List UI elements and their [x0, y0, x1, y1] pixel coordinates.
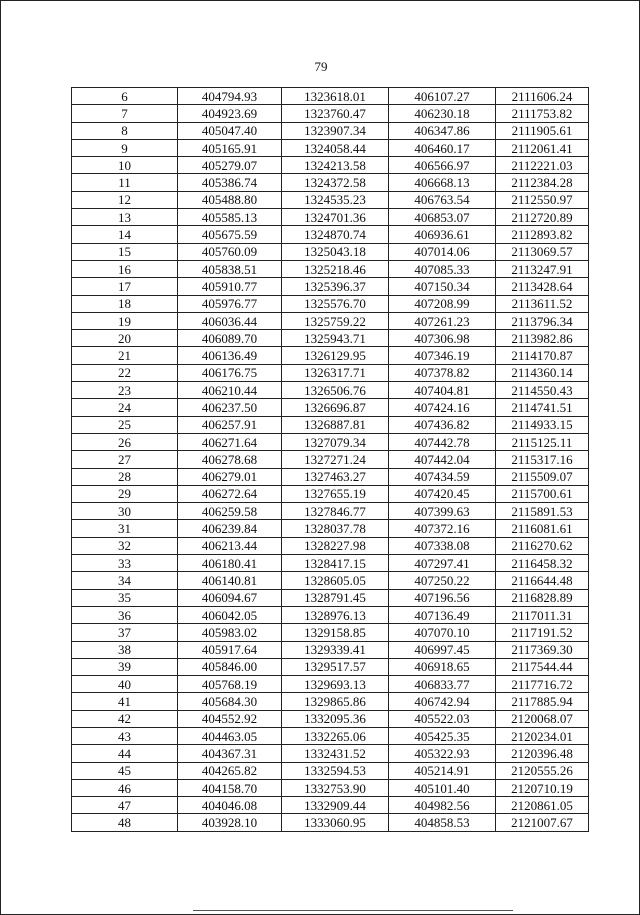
coordinate-cell: 403928.10: [178, 814, 282, 831]
coordinate-cell: 407434.59: [389, 468, 496, 485]
coordinate-cell: 1326887.81: [282, 416, 389, 433]
table-row: [72, 451, 589, 468]
row-number-cell: 39: [72, 658, 178, 675]
table-row: [72, 624, 589, 641]
coordinate-cell: 1324372.58: [282, 174, 389, 191]
coordinate-cell: 1327079.34: [282, 433, 389, 450]
coordinate-cell: 405522.03: [389, 710, 496, 727]
row-number-cell: 6: [72, 88, 178, 105]
coordinate-cell: 2117011.31: [496, 606, 589, 623]
coordinate-cell: 1324058.44: [282, 139, 389, 156]
coordinate-cell: 2120396.48: [496, 745, 589, 762]
coordinate-cell: 1329339.41: [282, 641, 389, 658]
table-row: [72, 295, 589, 312]
table-row: [72, 278, 589, 295]
coordinate-cell: 405910.77: [178, 278, 282, 295]
row-number-cell: 20: [72, 330, 178, 347]
coordinate-cell: 2111753.82: [496, 105, 589, 122]
coordinate-cell: 407404.81: [389, 382, 496, 399]
coordinate-cell: 1326317.71: [282, 364, 389, 381]
row-number-cell: 47: [72, 797, 178, 814]
row-number-cell: 40: [72, 676, 178, 693]
table-row: [72, 589, 589, 606]
coordinate-cell: 1332095.36: [282, 710, 389, 727]
coordinate-cell: 406742.94: [389, 693, 496, 710]
table-row: [72, 468, 589, 485]
row-number-cell: 48: [72, 814, 178, 831]
table-row: [72, 693, 589, 710]
coordinate-cell: 404552.92: [178, 710, 282, 727]
table-row: [72, 416, 589, 433]
coordinate-cell: 407196.56: [389, 589, 496, 606]
coordinate-cell: 1323760.47: [282, 105, 389, 122]
coordinate-cell: 2115891.53: [496, 503, 589, 520]
coordinate-cell: 404794.93: [178, 88, 282, 105]
coordinate-cell: 406763.54: [389, 191, 496, 208]
coordinate-cell: 404367.31: [178, 745, 282, 762]
coordinate-cell: 404265.82: [178, 762, 282, 779]
coordinate-cell: 405488.80: [178, 191, 282, 208]
coordinate-cell: 2115317.16: [496, 451, 589, 468]
coordinate-cell: 2113247.91: [496, 260, 589, 277]
table-row: [72, 555, 589, 572]
table-row: [72, 658, 589, 675]
coordinate-cell: 1325759.22: [282, 312, 389, 329]
row-number-cell: 13: [72, 209, 178, 226]
coordinate-cell: 2112893.82: [496, 226, 589, 243]
table-row: [72, 814, 589, 831]
row-number-cell: 36: [72, 606, 178, 623]
coordinate-cell: 406237.50: [178, 399, 282, 416]
coordinate-cell: 407399.63: [389, 503, 496, 520]
row-number-cell: 10: [72, 157, 178, 174]
coordinate-cell: 2117885.94: [496, 693, 589, 710]
row-number-cell: 7: [72, 105, 178, 122]
coordinate-cell: 407070.10: [389, 624, 496, 641]
coordinate-cell: 2113428.64: [496, 278, 589, 295]
table-row: [72, 676, 589, 693]
table-row: [72, 641, 589, 658]
table-row: [72, 762, 589, 779]
coordinate-cell: 407442.04: [389, 451, 496, 468]
coordinate-cell: 406213.44: [178, 537, 282, 554]
coordinate-cell: 1328227.98: [282, 537, 389, 554]
coordinate-cell: 2121007.67: [496, 814, 589, 831]
coordinate-cell: 407346.19: [389, 347, 496, 364]
row-number-cell: 25: [72, 416, 178, 433]
row-number-cell: 11: [72, 174, 178, 191]
table-row: [72, 503, 589, 520]
row-number-cell: 35: [72, 589, 178, 606]
coordinate-cell: 404463.05: [178, 727, 282, 744]
coordinate-cell: 2115125.11: [496, 433, 589, 450]
coordinate-cell: 2120555.26: [496, 762, 589, 779]
coordinate-cell: 406833.77: [389, 676, 496, 693]
row-number-cell: 42: [72, 710, 178, 727]
coordinate-cell: 407442.78: [389, 433, 496, 450]
coordinate-cell: 1324213.58: [282, 157, 389, 174]
coordinate-cell: 2120710.19: [496, 779, 589, 796]
coordinate-cell: 404158.70: [178, 779, 282, 796]
coordinate-cell: 2116458.32: [496, 555, 589, 572]
coordinate-cell: 406936.61: [389, 226, 496, 243]
coordinate-cell: 1323618.01: [282, 88, 389, 105]
table-row: [72, 572, 589, 589]
coordinate-cell: 405425.35: [389, 727, 496, 744]
row-number-cell: 24: [72, 399, 178, 416]
coordinate-cell: 1332594.53: [282, 762, 389, 779]
coordinate-cell: 2114741.51: [496, 399, 589, 416]
coordinate-cell: 406094.67: [178, 589, 282, 606]
coordinate-cell: 1329865.86: [282, 693, 389, 710]
coordinate-cell: 2117369.30: [496, 641, 589, 658]
coordinate-cell: 2120861.05: [496, 797, 589, 814]
coordinate-cell: 1329517.57: [282, 658, 389, 675]
table-row: [72, 779, 589, 796]
table-row: [72, 606, 589, 623]
table-row: [72, 139, 589, 156]
coordinate-cell: 406210.44: [178, 382, 282, 399]
coordinate-cell: 2117716.72: [496, 676, 589, 693]
coordinate-cell: 407297.41: [389, 555, 496, 572]
table-row: [72, 330, 589, 347]
coordinate-cell: 406918.65: [389, 658, 496, 675]
coordinate-cell: 1325576.70: [282, 295, 389, 312]
table-row: [72, 347, 589, 364]
coordinate-cell: 406278.68: [178, 451, 282, 468]
table-row: [72, 745, 589, 762]
coordinate-cell: 1324535.23: [282, 191, 389, 208]
coordinate-cell: 1332431.52: [282, 745, 389, 762]
coordinate-cell: 2116644.48: [496, 572, 589, 589]
row-number-cell: 16: [72, 260, 178, 277]
coordinate-cell: 407136.49: [389, 606, 496, 623]
coordinate-cell: 2112720.89: [496, 209, 589, 226]
coordinate-cell: 2114933.15: [496, 416, 589, 433]
table-row: [72, 209, 589, 226]
coordinate-cell: 2117191.52: [496, 624, 589, 641]
coordinate-cell: 1329158.85: [282, 624, 389, 641]
coordinate-cell: 405976.77: [178, 295, 282, 312]
coordinate-cell: 2116081.61: [496, 520, 589, 537]
coordinate-cell: 407306.98: [389, 330, 496, 347]
coordinate-cell: 2114360.14: [496, 364, 589, 381]
coordinate-cell: 405386.74: [178, 174, 282, 191]
coordinate-cell: 407378.82: [389, 364, 496, 381]
row-number-cell: 32: [72, 537, 178, 554]
coordinate-cell: 406347.86: [389, 122, 496, 139]
coordinate-cell: 406176.75: [178, 364, 282, 381]
table-row: [72, 433, 589, 450]
coordinate-cell: 404923.69: [178, 105, 282, 122]
coordinate-cell: 406272.64: [178, 485, 282, 502]
table-row: [72, 485, 589, 502]
coordinates-table: [71, 87, 589, 832]
coordinate-cell: 2114550.43: [496, 382, 589, 399]
row-number-cell: 34: [72, 572, 178, 589]
coordinate-cell: 406042.05: [178, 606, 282, 623]
coordinate-cell: 406566.97: [389, 157, 496, 174]
page-number: 79: [314, 59, 328, 74]
coordinate-cell: 405047.40: [178, 122, 282, 139]
coordinate-cell: 1333060.95: [282, 814, 389, 831]
row-number-cell: 28: [72, 468, 178, 485]
coordinate-cell: 405585.13: [178, 209, 282, 226]
coordinate-cell: 2120234.01: [496, 727, 589, 744]
row-number-cell: 33: [72, 555, 178, 572]
coordinate-cell: 406036.44: [178, 312, 282, 329]
coordinate-cell: 405917.64: [178, 641, 282, 658]
coordinate-cell: 406997.45: [389, 641, 496, 658]
row-number-cell: 23: [72, 382, 178, 399]
table-row: [72, 105, 589, 122]
coordinate-cell: 406180.41: [178, 555, 282, 572]
coordinate-cell: 406271.64: [178, 433, 282, 450]
coordinate-cell: 1332753.90: [282, 779, 389, 796]
coordinate-cell: 1327846.77: [282, 503, 389, 520]
row-number-cell: 17: [72, 278, 178, 295]
coordinate-cell: 406853.07: [389, 209, 496, 226]
coordinate-cell: 407014.06: [389, 243, 496, 260]
table-row: [72, 382, 589, 399]
coordinate-cell: 405760.09: [178, 243, 282, 260]
coordinate-cell: 405101.40: [389, 779, 496, 796]
row-number-cell: 44: [72, 745, 178, 762]
row-number-cell: 9: [72, 139, 178, 156]
table-row: [72, 174, 589, 191]
row-number-cell: 41: [72, 693, 178, 710]
table-row: [72, 191, 589, 208]
coordinate-cell: 407208.99: [389, 295, 496, 312]
coordinate-cell: 2111606.24: [496, 88, 589, 105]
coordinate-cell: 407372.16: [389, 520, 496, 537]
coordinate-cell: 2113796.34: [496, 312, 589, 329]
coordinate-cell: 1325943.71: [282, 330, 389, 347]
coordinate-cell: 405279.07: [178, 157, 282, 174]
coordinate-cell: 407338.08: [389, 537, 496, 554]
coordinate-cell: 405322.93: [389, 745, 496, 762]
coordinate-cell: 405838.51: [178, 260, 282, 277]
table-row: [72, 122, 589, 139]
row-number-cell: 19: [72, 312, 178, 329]
row-number-cell: 30: [72, 503, 178, 520]
coordinate-cell: 1325043.18: [282, 243, 389, 260]
coordinate-cell: 405846.00: [178, 658, 282, 675]
coordinate-cell: 1328605.05: [282, 572, 389, 589]
coordinate-cell: 406279.01: [178, 468, 282, 485]
coordinate-cell: 1324870.74: [282, 226, 389, 243]
coordinate-cell: 2113611.52: [496, 295, 589, 312]
coordinate-cell: 406136.49: [178, 347, 282, 364]
table-row: [72, 157, 589, 174]
coordinate-cell: 404046.08: [178, 797, 282, 814]
coordinate-cell: 406257.91: [178, 416, 282, 433]
coordinate-cell: 1328791.45: [282, 589, 389, 606]
row-number-cell: 21: [72, 347, 178, 364]
table-row: [72, 520, 589, 537]
coordinate-cell: 406668.13: [389, 174, 496, 191]
coordinate-cell: 1326506.76: [282, 382, 389, 399]
coordinate-cell: 2112221.03: [496, 157, 589, 174]
coordinate-cell: 406107.27: [389, 88, 496, 105]
table-row: [72, 243, 589, 260]
coordinate-cell: 406239.84: [178, 520, 282, 537]
coordinate-cell: 1329693.13: [282, 676, 389, 693]
coordinate-cell: 2112550.97: [496, 191, 589, 208]
coordinate-cell: 2116828.89: [496, 589, 589, 606]
row-number-cell: 27: [72, 451, 178, 468]
coordinate-cell: 406259.58: [178, 503, 282, 520]
coordinate-cell: 1326696.87: [282, 399, 389, 416]
table-row: [72, 364, 589, 381]
row-number-cell: 8: [72, 122, 178, 139]
coordinate-cell: 407150.34: [389, 278, 496, 295]
coordinate-cell: 405684.30: [178, 693, 282, 710]
coordinate-cell: 1332909.44: [282, 797, 389, 814]
coordinate-cell: 2115509.07: [496, 468, 589, 485]
table-row: [72, 226, 589, 243]
row-number-cell: 31: [72, 520, 178, 537]
row-number-cell: 26: [72, 433, 178, 450]
coordinate-cell: 2113069.57: [496, 243, 589, 260]
coordinate-cell: 407250.22: [389, 572, 496, 589]
coordinate-cell: 406230.18: [389, 105, 496, 122]
table-row: [72, 260, 589, 277]
coordinate-cell: 2113982.86: [496, 330, 589, 347]
table-row: [72, 710, 589, 727]
coordinate-cell: 2116270.62: [496, 537, 589, 554]
table-row: [72, 399, 589, 416]
coordinate-cell: 1324701.36: [282, 209, 389, 226]
coordinate-cell: 1327271.24: [282, 451, 389, 468]
coordinate-cell: 2120068.07: [496, 710, 589, 727]
row-number-cell: 37: [72, 624, 178, 641]
coordinate-cell: 407436.82: [389, 416, 496, 433]
coordinate-cell: 2117544.44: [496, 658, 589, 675]
coordinate-cell: 1328417.15: [282, 555, 389, 572]
coordinate-cell: 2112061.41: [496, 139, 589, 156]
table-row: [72, 88, 589, 105]
row-number-cell: 22: [72, 364, 178, 381]
coordinate-cell: 406460.17: [389, 139, 496, 156]
row-number-cell: 12: [72, 191, 178, 208]
row-number-cell: 43: [72, 727, 178, 744]
coordinate-cell: 405675.59: [178, 226, 282, 243]
coordinate-cell: 2112384.28: [496, 174, 589, 191]
table-row: [72, 537, 589, 554]
coordinate-cell: 407424.16: [389, 399, 496, 416]
coordinate-cell: 1323907.34: [282, 122, 389, 139]
coordinate-cell: 2115700.61: [496, 485, 589, 502]
coordinate-cell: 2111905.61: [496, 122, 589, 139]
coordinates-table-body: [72, 88, 589, 832]
coordinate-cell: 405214.91: [389, 762, 496, 779]
coordinate-cell: 1325218.46: [282, 260, 389, 277]
coordinate-cell: 1326129.95: [282, 347, 389, 364]
coordinate-cell: 407420.45: [389, 485, 496, 502]
row-number-cell: 46: [72, 779, 178, 796]
coordinate-cell: 1332265.06: [282, 727, 389, 744]
table-row: [72, 312, 589, 329]
row-number-cell: 14: [72, 226, 178, 243]
coordinate-cell: 405768.19: [178, 676, 282, 693]
coordinate-cell: 1328976.13: [282, 606, 389, 623]
coordinate-cell: 2114170.87: [496, 347, 589, 364]
coordinate-cell: 406089.70: [178, 330, 282, 347]
coordinate-cell: 406140.81: [178, 572, 282, 589]
coordinate-cell: 1328037.78: [282, 520, 389, 537]
row-number-cell: 18: [72, 295, 178, 312]
row-number-cell: 29: [72, 485, 178, 502]
footer-divider: [193, 910, 513, 911]
row-number-cell: 45: [72, 762, 178, 779]
table-row: [72, 797, 589, 814]
row-number-cell: 15: [72, 243, 178, 260]
coordinate-cell: 407085.33: [389, 260, 496, 277]
coordinate-cell: 404858.53: [389, 814, 496, 831]
table-row: [72, 727, 589, 744]
coordinate-cell: 1327655.19: [282, 485, 389, 502]
coordinate-cell: 407261.23: [389, 312, 496, 329]
coordinate-cell: 1325396.37: [282, 278, 389, 295]
coordinate-cell: 405983.02: [178, 624, 282, 641]
row-number-cell: 38: [72, 641, 178, 658]
coordinate-cell: 405165.91: [178, 139, 282, 156]
coordinate-cell: 404982.56: [389, 797, 496, 814]
coordinate-cell: 1327463.27: [282, 468, 389, 485]
